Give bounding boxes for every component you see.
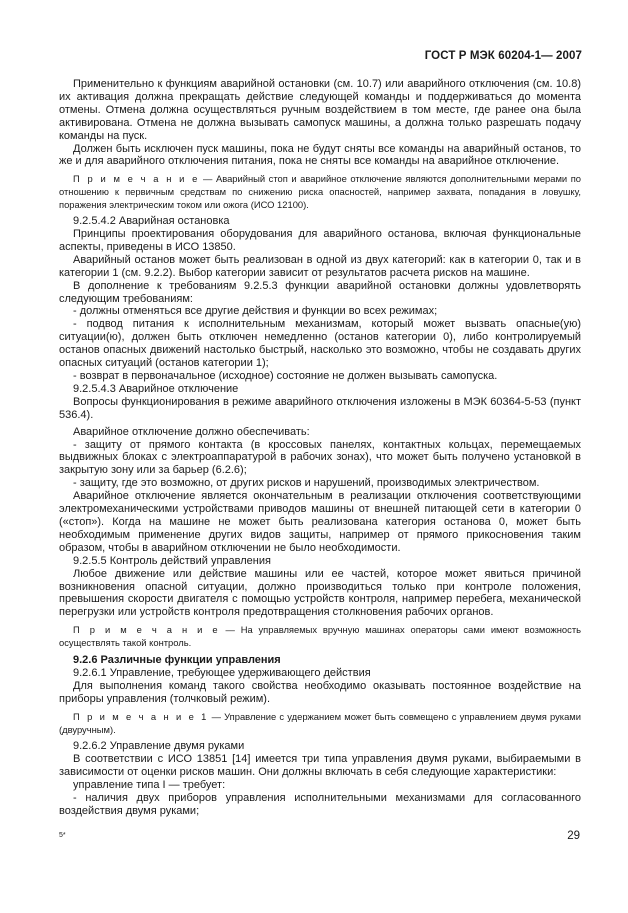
paragraph: Должен быть исключен пуск машины, пока не будут сняты все команды на аварийный останов, то же и для аварийного отключения питания, пока не сняты все команды на аварийное отключение. — [59, 142, 581, 168]
paragraph: Аварийное отключение должно обеспечивать: — [73, 425, 310, 438]
footer-sheet-mark: 5* — [59, 832, 66, 839]
document-body — [59, 78, 581, 818]
note-text: — Управление с удержанием может быть совмещено с управлением двумя руками (двуручным). — [59, 711, 581, 735]
list-item: - подвод питания к исполнительным механизмам, который может вызвать опасные(ую) ситуации(ю), должен быть отключен немедленно (останов категории 0), либо контролируемый останов опасных движений настолько быстрый, насколько это возможно, чтобы не создавать других опасных ситуаций (останов категории 1); — [59, 318, 581, 370]
note-text: — Аварийный стоп и аварийное отключение являются дополнительными мерами по отношению к первичным средствам по снижению риска опасностей, например захвата, попадания в ловушку, поражения электрическим током или ожога (ИСО 12100). — [59, 173, 581, 210]
paragraph: управление типа I — требует: — [73, 778, 226, 791]
page-number: 29 — [567, 830, 580, 842]
paragraph: Аварийный останов может быть реализован в одной из двух категорий: как в категории 0, так и в категории 1 (см. 9.2.2). Выбор категории зависит от результатов расчета рисков на машине. — [59, 253, 581, 279]
paragraph: В соответствии с ИСО 13851 [14] имеется три типа управления двумя руками, выбираемыми в зависимости от оценки рисков машин. Они должны включать в себя следующие характеристики: — [59, 753, 581, 779]
list-item: - защиту, где это возможно, от других рисков и нарушений, производимых электричеством. — [73, 477, 540, 490]
paragraph: Любое движение или действие машины или ее частей, которое может явиться причиной возникновения опасной ситуации, должно производиться только при контроле положения, превышения скорости двигателя с помощью устройств контроля, например перебега, механической перегрузки или устройств контроля предотвращения столкновения рабочих органов. — [59, 567, 581, 619]
list-item: - наличия двух приборов управления исполнительными механизмами для согласованного воздействия двумя руками; — [59, 791, 581, 817]
subsection-title: 9.2.6.2 Управление двумя руками — [73, 740, 245, 753]
note — [59, 624, 581, 649]
list-item: - должны отменяться все другие действия и функции во всех режимах; — [73, 305, 438, 318]
subsection-title: 9.2.5.4.3 Аварийное отключение — [73, 382, 239, 395]
paragraph: Применительно к функциям аварийной остановки (см. 10.7) или аварийного отключения (см. 10.8) их активация должна прекращать действие следующей команды и поддерживаться до момента отмены. Отмена должна осуществляться ручным воздействием в том месте, где ранее она была активирована. Отмена не должна вызывать самопуск машины, а должна только разрешать подачу команды на пуск. — [59, 78, 581, 142]
paragraph: Вопросы функционирования в режиме аварийного отключения изложены в МЭК 60364-5-53 (пункт 536.4). — [59, 395, 581, 421]
subsection-title: 9.2.6.1 Управление, требующее удерживающего действия — [73, 667, 371, 680]
note-label: П р и м е ч а н и е — [73, 624, 220, 636]
section-heading: 9.2.6 Различные функции управления — [73, 654, 281, 667]
note-label: П р и м е ч а н и е 1 — [73, 711, 209, 723]
list-item: - возврат в первоначальное (исходное) состояние не должен вызывать самопуска. — [73, 370, 498, 382]
paragraph: Для выполнения команд такого свойства необходимо оказывать постоянное воздействие на приборы управления (толчковый режим). — [59, 680, 581, 706]
paragraph: Принципы проектирования оборудования для аварийного останова, включая функциональные аспекты, приведены в ИСО 13850. — [59, 228, 581, 253]
note-label: П р и м е ч а н и е — [73, 173, 200, 185]
paragraph: В дополнение к требованиям 9.2.5.3 функции аварийной остановки должны удовлетворять следующим требованиям: — [59, 279, 581, 305]
document-header: ГОСТ Р МЭК 60204-1— 2007 — [424, 50, 582, 62]
subsection-title: 9.2.5.4.2 Аварийная остановка — [73, 215, 230, 228]
note — [59, 711, 581, 736]
note — [59, 173, 581, 211]
subsection-title: 9.2.5.5 Контроль действий управления — [73, 554, 271, 567]
paragraph: Аварийное отключение является окончательным в реализации отключения соответствующими электромеханическими устройствами приводов машины от внешней питающей сети в категории 0 («стоп»). Когда на машине не может быть реализована категория останова 0, может быть необходимым применение других видов защиты, например от прямого прикосновения таким образом, чтобы в аварийном отключении не было необходимости. — [59, 490, 581, 554]
note-text: — На управляемых вручную машинах операторы сами имеют возможность осуществлять такой контроль. — [59, 624, 582, 648]
list-item: - защиту от прямого контакта (в кроссовых панелях, контактных кольцах, перемещаемых выдвижных блоках с электроаппаратурой в рабочих зонах), что может быть получено установкой в закрытую зону или за барьер (6.2.6); — [59, 438, 581, 477]
